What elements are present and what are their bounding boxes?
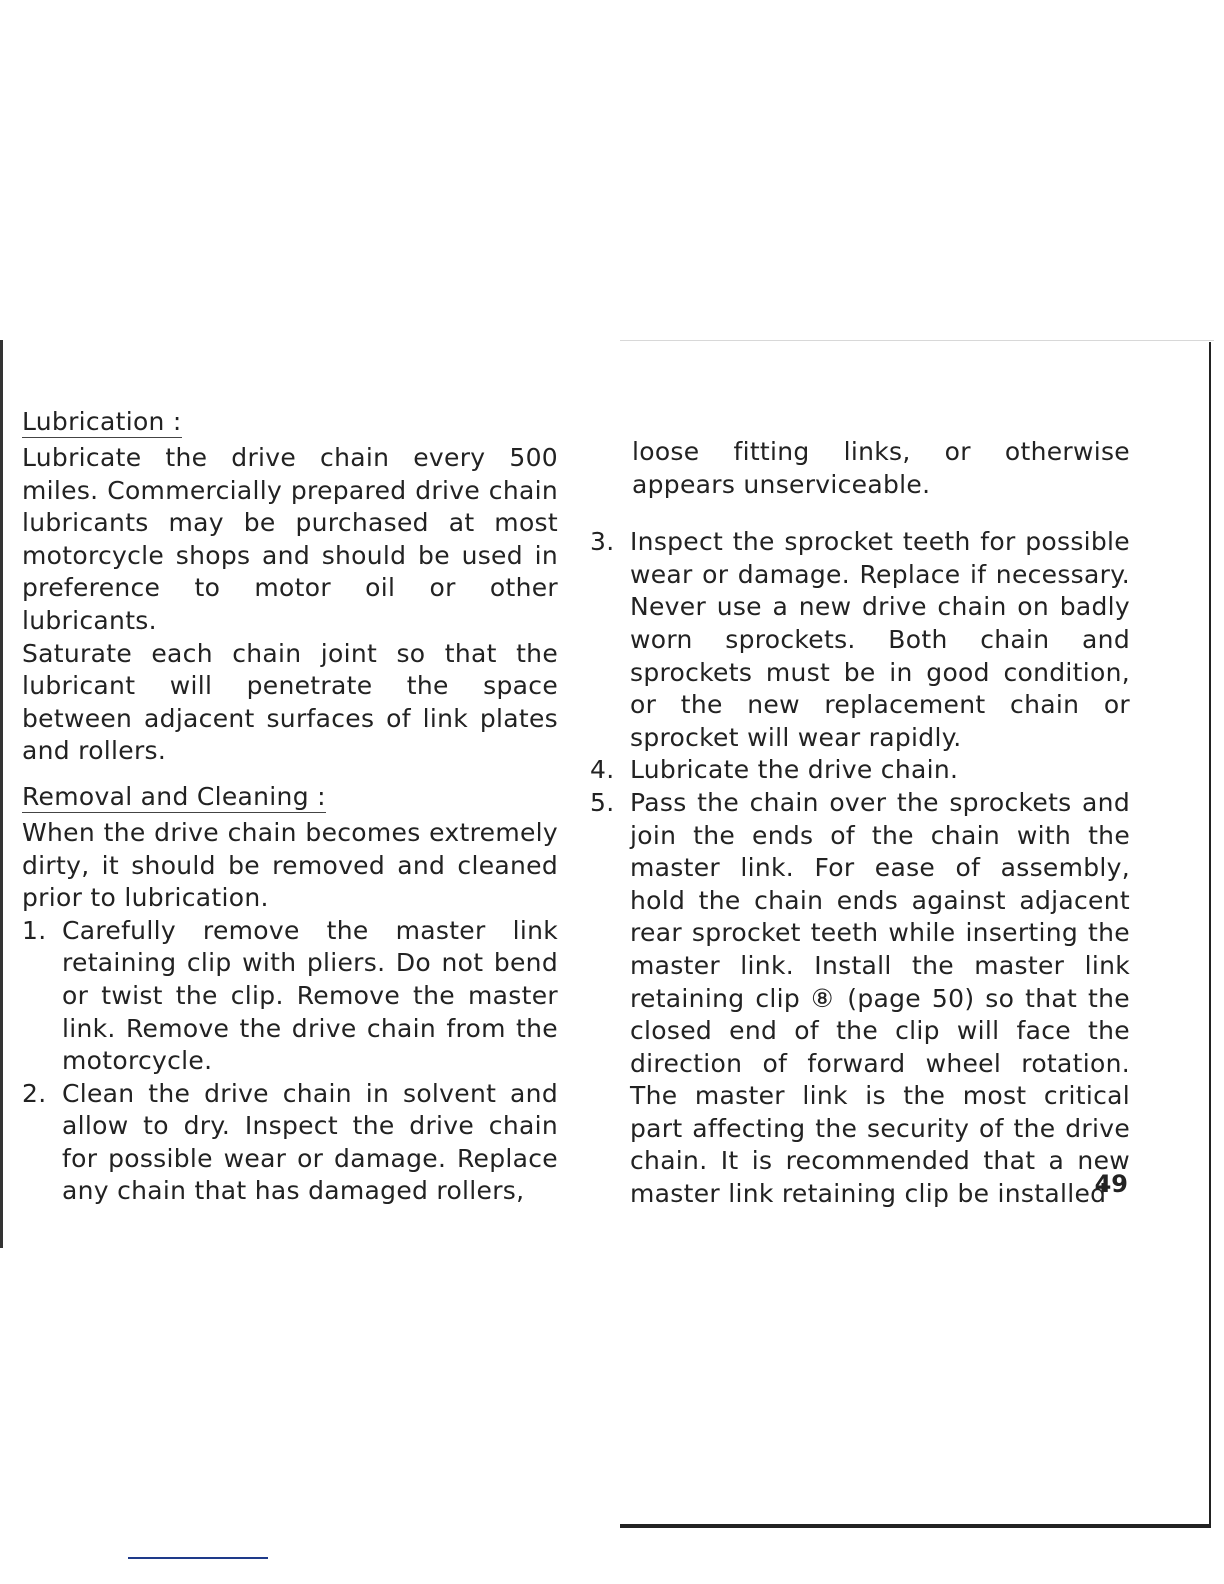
step-text: Pass the chain over the sprockets and join the ends of the chain with the master link. For ease of assembly, hold the chain ends against adjacent rear sprocket teeth while inserting the master link. Install the master link retaining clip ⑧ (page 50) so that the closed end of the clip will face the direction of forward wheel rotation. The master link is the most critical part affecting the security of the drive chain. It is recommended that a new master link retaining clip be installed: [630, 787, 1130, 1209]
list-item: [22, 1078, 558, 1208]
step-text: Inspect the sprocket teeth for possible wear or damage. Replace if necessary. Never use a new drive chain on badly worn sprockets. Both chain and sprockets must be in good condition, or the new replacement chain or sprocket will wear rapidly.: [630, 527, 1130, 752]
lubrication-paragraph: Lubricate the drive chain every 500 miles. Commercially prepared drive chain lubricants may be purchased at most motorcycle shops and should be used in preference to motor oil or other lubricants.: [22, 443, 558, 635]
top-rule: [620, 340, 1214, 341]
page-number: 49: [1094, 1170, 1128, 1198]
step-number: 2.: [22, 1078, 47, 1108]
page-edge-left: [0, 340, 3, 1248]
step-number: 3.: [590, 527, 615, 557]
bottom-mark: [128, 1557, 268, 1559]
list-item: [22, 915, 558, 1078]
bottom-rule: [620, 1524, 1211, 1528]
removal-heading: Removal and Cleaning :: [22, 781, 326, 811]
page-edge-right: [1209, 342, 1211, 1528]
step-number: 5.: [590, 787, 615, 817]
step-text: Lubricate the drive chain.: [630, 755, 959, 785]
step-number: 4.: [590, 755, 615, 785]
continuation-text: loose fitting links, or otherwise appears unserviceable.: [632, 437, 1130, 499]
lubrication-heading: Lubrication :: [22, 407, 182, 436]
removal-paragraph: When the drive chain becomes extremely dirty, it should be removed and cleaned prior to lubrication.: [22, 817, 558, 913]
step-number: 1.: [22, 915, 47, 945]
saturate-paragraph: Saturate each chain joint so that the lubricant will penetrate the space between adjacent surfaces of link plates and rollers.: [22, 638, 558, 766]
step-text: Clean the drive chain in solvent and allow to dry. Inspect the drive chain for possible wear or damage. Replace any chain that has damaged rollers,: [62, 1078, 558, 1206]
list-item: [590, 754, 1130, 787]
list-item: [590, 787, 1130, 1211]
left-column: [22, 406, 558, 1208]
right-column: [590, 411, 1130, 1211]
list-item: [590, 526, 1130, 754]
step-text: Carefully remove the master link retaining clip with pliers. Do not bend or twist the clip. Remove the master link. Remove the drive chain from the motorcycle.: [62, 915, 558, 1076]
